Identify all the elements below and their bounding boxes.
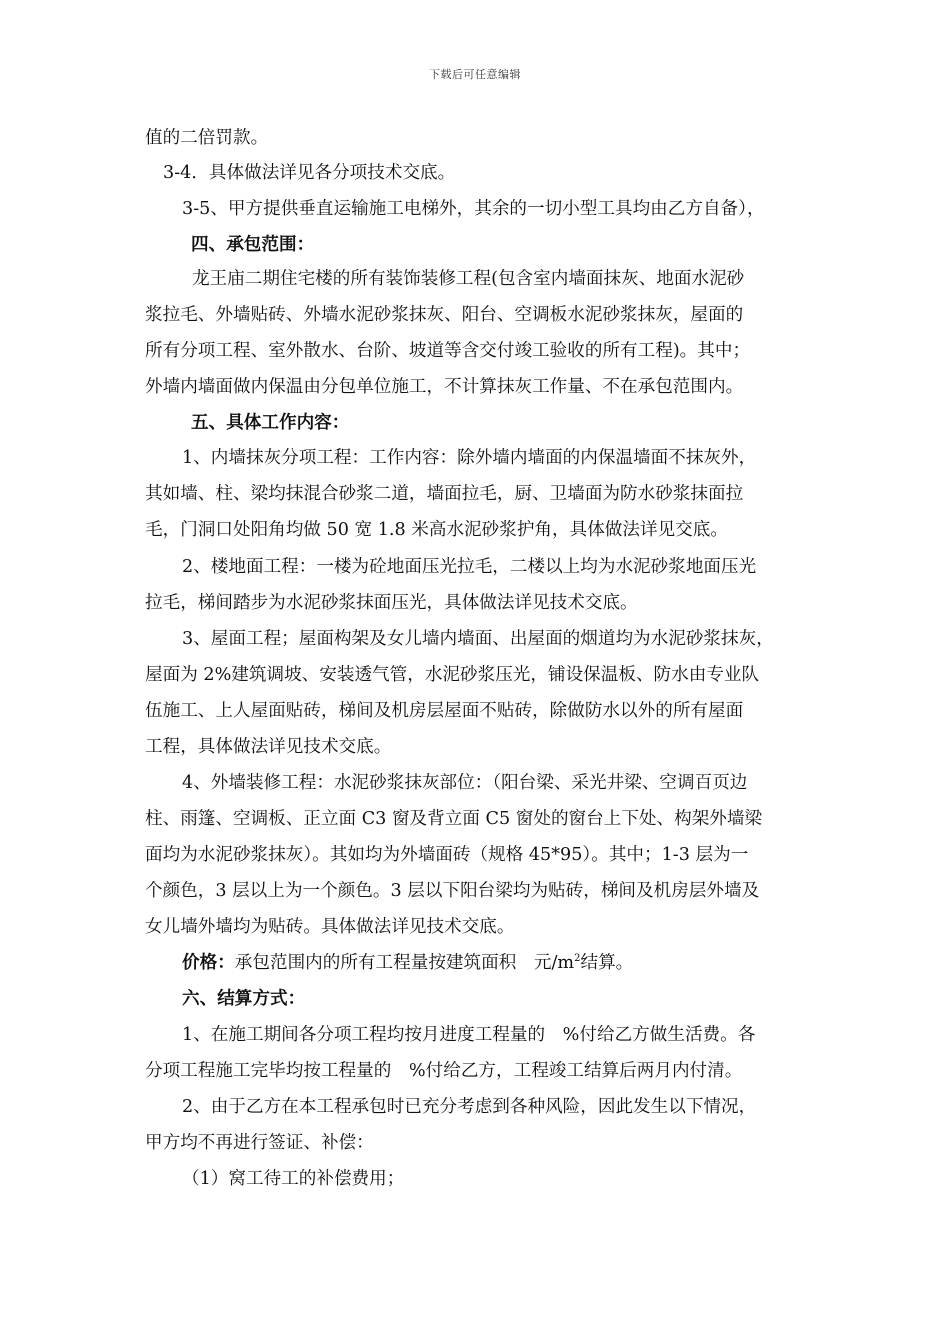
text-line: 伍施工、上人屋面贴砖，梯间及机房层屋面不贴砖，除做防水以外的所有屋面 (145, 701, 744, 721)
price-unit-superscript: 2 (574, 953, 581, 964)
text-line: 龙王庙二期住宅楼的所有装饰装修工程(包含室内墙面抹灰、地面水泥砂 (192, 269, 745, 289)
section-heading: 四、承包范围： (191, 234, 315, 255)
text-line: 2、由于乙方在本工程承包时已充分考虑到各种风险，因此发生以下情况， (182, 1097, 757, 1117)
text-line: 拉毛，梯间踏步为水泥砂浆抹面压光，具体做法详见技术交底。 (145, 593, 638, 613)
text-line: 甲方均不再进行签证、补偿： (145, 1133, 374, 1153)
text-line: 其如墙、柱、梁均抹混合砂浆二道，墙面拉毛，厨、卫墙面为防水砂浆抹面拉 (145, 484, 744, 504)
text-line: 2、楼地面工程：一楼为砼地面压光拉毛，二楼以上均为水泥砂浆地面压光 (182, 557, 757, 577)
price-text: 承包范围内的所有工程量按建筑面积 元/m (234, 953, 575, 973)
text-line: 3-4．具体做法详见各分项技术交底。 (163, 163, 456, 183)
text-line: 3-5、甲方提供垂直运输施工电梯外，其余的一切小型工具均由乙方自备）， (182, 199, 765, 219)
text-line: 值的二倍罚款。 (145, 128, 269, 148)
price-label: 价格： (182, 952, 235, 973)
text-line: 1、在施工期间各分项工程均按月进度工程量的 %付给乙方做生活费。各 (182, 1025, 756, 1045)
text-line: 3、屋面工程；屋面构架及女儿墙内墙面、出屋面的烟道均为水泥砂浆抹灰， (182, 629, 774, 649)
text-line: 女儿墙外墙均为贴砖。具体做法详见技术交底。 (145, 917, 515, 937)
page-header: 下载后可任意编辑 (429, 68, 521, 81)
text-line: 屋面为 2%建筑调坡、安装透气管，水泥砂浆压光，铺设保温板、防水由专业队 (145, 665, 760, 685)
text-line: 个颜色，3 层以上为一个颜色。3 层以下阳台梁均为贴砖，梯间及机房层外墙及 (145, 881, 760, 901)
text-line: 4、外墙装修工程：水泥砂浆抹灰部位：（阳台梁、采光井梁、空调百页边 (182, 773, 748, 793)
text-line: （1）窝工待工的补偿费用； (182, 1169, 405, 1189)
text-line: 所有分项工程、室外散水、台阶、坡道等含交付竣工验收的所有工程)。其中； (145, 341, 751, 361)
text-line: 1、内墙抹灰分项工程：工作内容：除外墙内墙面的内保温墙面不抹灰外， (182, 448, 757, 468)
price-line (182, 952, 633, 974)
text-line: 柱、雨篷、空调板、正立面 C3 窗及背立面 C5 窗处的窗台上下处、构架外墙梁 (145, 809, 763, 829)
text-line: 面均为水泥砂浆抹灰）。其如均为外墙面砖（规格 45*95）。其中；1-3 层为一 (145, 845, 749, 865)
text-line: 分项工程施工完毕均按工程量的 %付给乙方，工程竣工结算后两月内付清。 (145, 1061, 743, 1081)
section-heading: 五、具体工作内容： (191, 412, 350, 433)
text-line: 毛，门洞口处阳角均做 50 宽 1.8 米高水泥砂浆护角，具体做法详见交底。 (145, 520, 728, 540)
section-heading: 六、结算方式： (182, 988, 306, 1009)
price-tail: 结算。 (580, 953, 634, 973)
text-line: 工程，具体做法详见技术交底。 (145, 737, 392, 757)
text-line: 浆拉毛、外墙贴砖、外墙水泥砂浆抹灰、阳台、空调板水泥砂浆抹灰，屋面的 (145, 305, 744, 325)
text-line: 外墙内墙面做内保温由分包单位施工，不计算抹灰工作量、不在承包范围内。 (145, 377, 744, 397)
